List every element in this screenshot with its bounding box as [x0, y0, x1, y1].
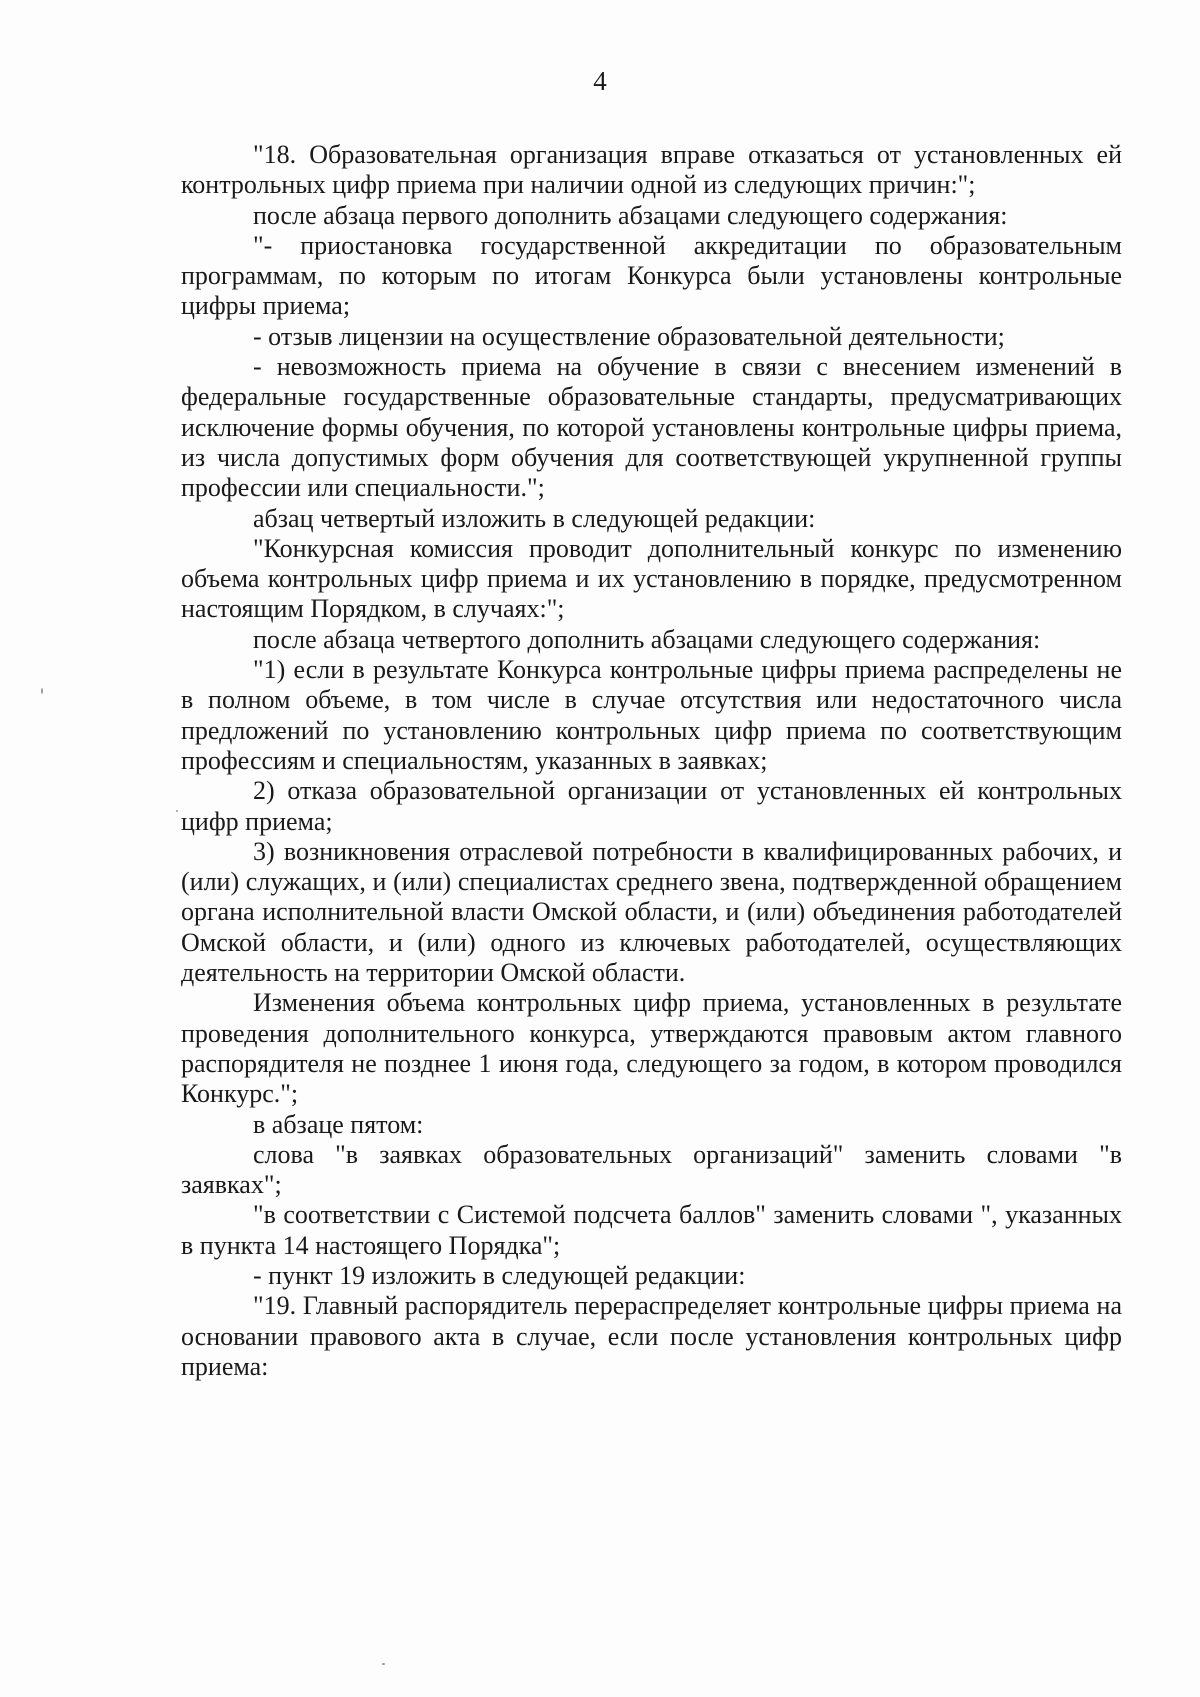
paragraph: "в соответствии с Системой подсчета баллов" заменить словами ", указанных в пункта 14 настоящего Порядка";	[181, 1200, 1122, 1260]
paragraph: "Конкурсная комиссия проводит дополнительный конкурс по изменению объема контрольных цифр приема и их установлению в порядке, предусмотренном настоящим Порядком, в случаях:";	[181, 533, 1122, 624]
paragraph: - отзыв лицензии на осуществление образовательной деятельности;	[253, 321, 1005, 351]
paragraph: 3) возникновения отраслевой потребности в квалифицированных рабочих, и (или) служащих, и (или) специалистах среднего звена, подтвержденной обращением органа исполнительной власти Омской области, и (или) объединения работодателей Омской области, и (или) одного из ключевых работодателей, осуществляющих деятельность на территории Омской области.	[181, 836, 1122, 988]
paragraph: - невозможность приема на обучение в связи с внесением изменений в федеральные государственные образовательные стандарты, предусматривающих исключение формы обучения, по которой установлены контрольные цифры приема, из числа допустимых форм обучения для соответствующей укрупненной группы профессии или специальности.";	[181, 352, 1122, 503]
scan-speck	[176, 810, 178, 812]
paragraph: в абзаце пятом:	[253, 1109, 424, 1139]
paragraph: "- приостановка государственной аккредитации по образовательным программам, по которым по итогам Конкурса были установлены контрольные цифры приема;	[181, 230, 1122, 321]
paragraph: слова "в заявках образовательных организаций" заменить словами "в заявках";	[181, 1139, 1122, 1200]
paragraph: после абзаца четвертого дополнить абзацами следующего содержания:	[253, 624, 1041, 654]
paragraph: "19. Главный распорядитель перераспределяет контрольные цифры приема на основании правового акта в случае, если после установления контрольных цифр приема:	[181, 1291, 1122, 1381]
scan-speck	[41, 688, 43, 694]
paragraph: Изменения объема контрольных цифр приема, установленных в результате проведения дополнительного конкурса, утверждаются правовым актом главного распорядителя не позднее 1 июня года, следующего за годом, в котором проводился Конкурс.";	[181, 988, 1122, 1109]
scan-speck	[382, 1663, 385, 1665]
page-number: 4	[593, 66, 607, 96]
paragraph: абзац четвертый изложить в следующей редакции:	[253, 503, 816, 533]
paragraph: "1) если в результате Конкурса контрольные цифры приема распределены не в полном объеме, в том числе в случае отсутствия или недостаточного числа предложений по установлению контрольных цифр приема по соответствующим профессиям и специальностям, указанных в заявках;	[181, 655, 1122, 775]
paragraph: "18. Образовательная организация вправе отказаться от установленных ей контрольных цифр приема при наличии одной из следующих причин:";	[181, 140, 1122, 200]
document-body	[181, 140, 1122, 1382]
paragraph: - пункт 19 изложить в следующей редакции:	[253, 1260, 746, 1290]
paragraph: после абзаца первого дополнить абзацами следующего содержания:	[253, 200, 1008, 230]
paragraph: 2) отказа образовательной организации от установленных ей контрольных цифр приема;	[181, 776, 1122, 836]
